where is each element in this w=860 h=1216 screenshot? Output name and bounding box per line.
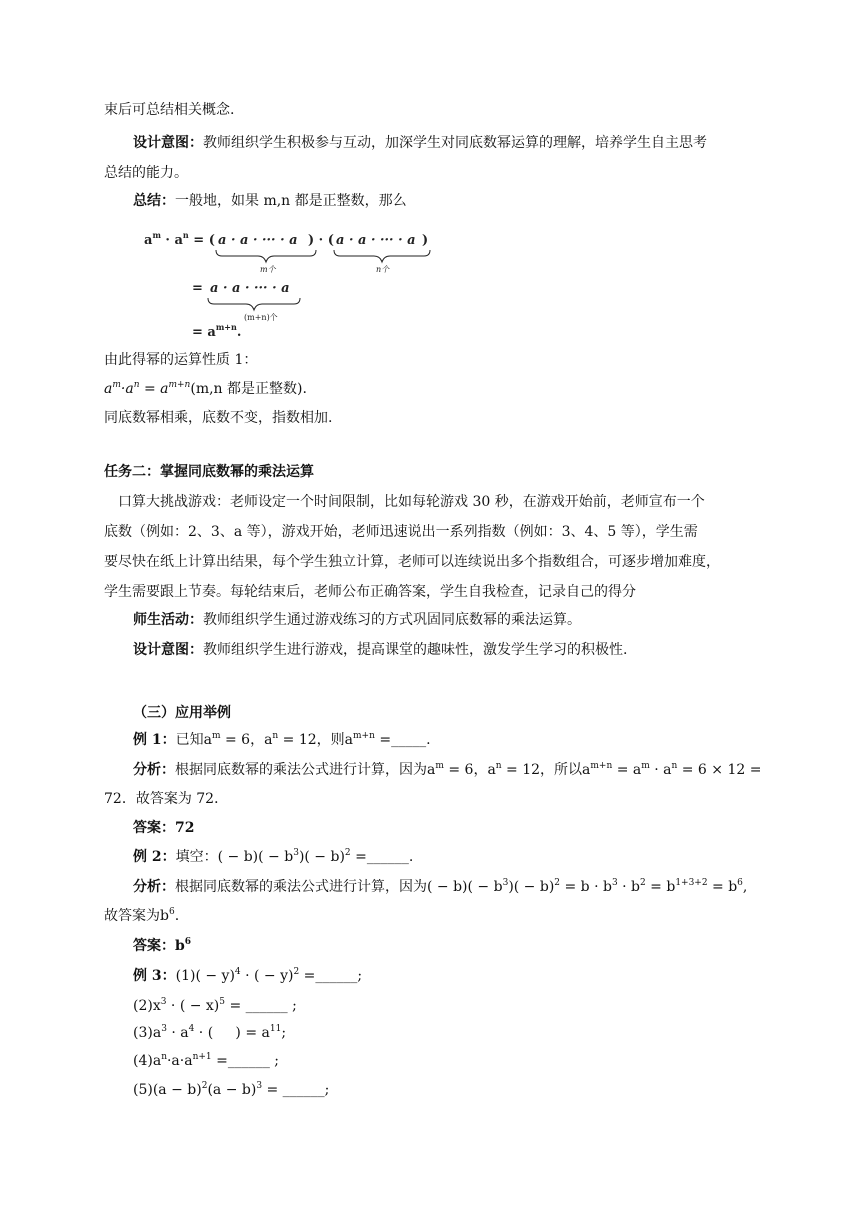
text-line: 总结的能力。 — [104, 165, 188, 181]
svg-text:= am+n.: = $a^{m+n}$. — [192, 322, 242, 340]
property-intro: 由此得幂的运算性质 1： — [104, 352, 258, 368]
design-intent-paragraph — [133, 133, 707, 153]
summary-text: 一般地，如果 m,n 都是正整数，那么 — [175, 193, 407, 209]
analysis-text: 根据同底数幂的乘法公式进行计算，因为 — [175, 762, 427, 778]
example-3-item-3: $(3)a^3 \cdot a^4$ · ( ) = $a^{11}$; — [133, 1024, 287, 1041]
example-2: 例 2：填空：( − $b)( - b^3)( - b)^2$ =______. — [133, 848, 414, 865]
property-rule: 同底数幂相乘，底数不变，指数相加. — [104, 410, 333, 426]
answer-2: 答案：$b^6$ — [133, 937, 192, 954]
brace-label-n: n个 — [376, 265, 390, 274]
answer-value: b — [175, 938, 185, 954]
analysis-label: 分析： — [133, 762, 175, 778]
brace-label-mn: (m+n)个 — [244, 313, 278, 322]
brace-label-m: m个 — [260, 265, 276, 274]
example-1: 例 1：已知$a^m = 6$，$a^n = 12$，则$a^{m+n}$ =_____. — [133, 731, 431, 748]
answer-1 — [133, 818, 194, 838]
activity-label: 师生活动： — [133, 612, 203, 628]
property-suffix: (m,n 都是正整数). — [190, 381, 307, 397]
svg-text:=: = — [192, 281, 203, 296]
analysis-2-cont: 故答案为$b^6$. — [104, 907, 180, 924]
design-intent-text: 教师组织学生积极参与互动，加深学生对同底数幂运算的理解，培养学生自主思考 — [203, 135, 707, 151]
summary-paragraph — [133, 191, 407, 211]
example-label: 例 1： — [133, 732, 176, 748]
example-label: 例 2： — [133, 849, 176, 865]
answer-label: 答案： — [133, 820, 175, 836]
game-paragraph-line: 口算大挑战游戏：老师设定一个时间限制，比如每轮游戏 30 秒，在游戏开始前，老师宣布一个 — [118, 494, 705, 510]
summary-label: 总结： — [133, 193, 175, 209]
example-3-item-4: $(4)a^n\cdot a\cdot a^{n+1}$ =______ ; — [133, 1052, 280, 1069]
section-heading: （三）应用举例 — [133, 705, 231, 721]
property-formula: $a^m\cdot a^n = a^{m+n}(m,n$ 都是正整数). — [104, 380, 307, 397]
analysis-text: 故答案为 — [104, 908, 160, 924]
factor-seq-3: a · a · ··· · a — [210, 281, 290, 296]
game-paragraph-line: 要尽快在纸上计算出结果，每个学生独立计算，老师可以连续说出多个指数组合，可逐步增加难度， — [104, 554, 720, 570]
example-label: 例 3： — [133, 968, 176, 984]
answer-value: 72 — [175, 820, 195, 836]
task2-heading: 任务二：掌握同底数幂的乘法运算 — [104, 464, 314, 480]
svg-text:): ) — [422, 233, 429, 248]
example-3-item-5: $(5)(a - b)^2(a - b)^3$ = ______; — [133, 1081, 330, 1098]
svg-text:) · (: ) · ( — [308, 233, 334, 248]
example-3-item-2: $(2)x^3$ · ( − x)$^5$ = ______ ; — [133, 997, 297, 1014]
design-intent-paragraph — [133, 640, 627, 660]
example-text: 已知a — [175, 732, 212, 748]
factor-seq-2: a · a · ··· · a — [336, 233, 416, 248]
game-paragraph-line: 学生需要跟上节奏。每轮结束后，老师公布正确答案，学生自我检查，记录自己的得分 — [104, 584, 636, 600]
formula-figure — [136, 220, 436, 340]
analysis-1: 分析：根据同底数幂的乘法公式进行计算，因为$a^m = 6$，$a^n = 12$，所以$a^{m+n} = a^m \cdot a^n = 6 \times 12$ = — [133, 761, 762, 778]
svg-text:am · an = (: $a^m \cdot a^n$ = ( — [144, 230, 215, 248]
analysis-2: 分析：根据同底数幂的乘法公式进行计算，因为( − $b)( - b^3)( - b)^2 = b \cdot b^3 \cdot b^2 = b^{1+3+2} = b^6$, — [133, 878, 748, 895]
activity-paragraph — [133, 610, 581, 630]
example-text: 填空： — [175, 849, 218, 865]
game-paragraph-line: 底数（例如：2、3、a 等），游戏开始，老师迅速说出一系列指数（例如：3、4、5 等），学生需 — [104, 524, 698, 540]
design-intent-text: 教师组织学生进行游戏，提高课堂的趣味性，激发学生学习的积极性. — [203, 642, 628, 658]
design-intent-label: 设计意图： — [133, 135, 203, 151]
analysis-label: 分析： — [133, 879, 175, 895]
analysis-1-cont: 72．故答案为 72． — [104, 791, 229, 807]
factor-seq-1: a · a · ··· · a — [218, 233, 298, 248]
text-line: 束后可总结相关概念. — [104, 102, 235, 118]
activity-text: 教师组织学生通过游戏练习的方式巩固同底数幂的乘法运算。 — [203, 612, 581, 628]
design-intent-label: 设计意图： — [133, 642, 203, 658]
answer-label: 答案： — [133, 938, 175, 954]
analysis-text: 根据同底数幂的乘法公式进行计算，因为 — [175, 879, 427, 895]
example-3-item-1: 例 3：$(1)( - y)^4$ · ( − y)$^2$ =______; — [133, 967, 363, 984]
